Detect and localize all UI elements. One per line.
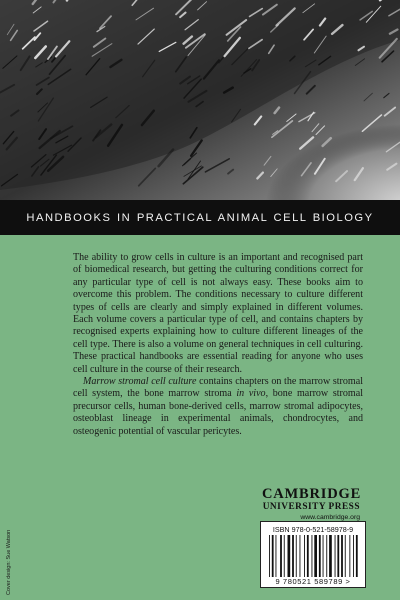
isbn-text: ISBN 978-0-521-58978-9 [272, 525, 354, 534]
blurb-paragraph-2-text-b: , bone marrow stromal precursor cells, human bone-derived cells, marrow stromal adipocytes, osteoblast lineage in experimental animals, chondrocytes, and osteogenic potential of vascular pericytes. [73, 388, 363, 437]
blurb-italic-term: in vivo [236, 388, 266, 400]
blurb-paragraph-1: The ability to grow cells in culture is an important and recognised part of biomedical research, but getting the culturing conditions correct for any particular type of cell is not always easy. These books aim to overcome this problem. The conditions necessary to culture different types of cells are clearly and simply explained in different volumes. Each volume covers a particular type of cell, and contains chapters by recognised experts explaining how to culture different lineages of the cell type. There is also a volume on general techniques in cell culturing. These practical handbooks are essential reading for anyone who uses cell culture in the course of their research. [73, 252, 363, 375]
book-title: Marrow stromal cell culture [83, 376, 197, 388]
publisher-name: CAMBRIDGE [262, 486, 362, 502]
barcode-digits: 9 780521 589789 > [275, 577, 351, 586]
cover-photo [0, 0, 400, 200]
blurb-text [73, 252, 363, 438]
cover-design-credit: Cover design: Sue Watson [6, 529, 12, 595]
publisher-logo [262, 487, 362, 522]
publisher-subtitle: UNIVERSITY PRESS [262, 502, 360, 512]
series-title: HANDBOOKS IN PRACTICAL ANIMAL CELL BIOLOGY [0, 200, 400, 235]
barcode-box [260, 521, 366, 588]
blurb-paragraph-2-text-a: contains chapters on the marrow stromal cell system, the bone marrow stroma [73, 376, 363, 400]
publisher-url: www.cambridge.org [300, 514, 360, 521]
blurb-paragraph-2 [73, 376, 363, 438]
barcode-icon [267, 535, 359, 577]
